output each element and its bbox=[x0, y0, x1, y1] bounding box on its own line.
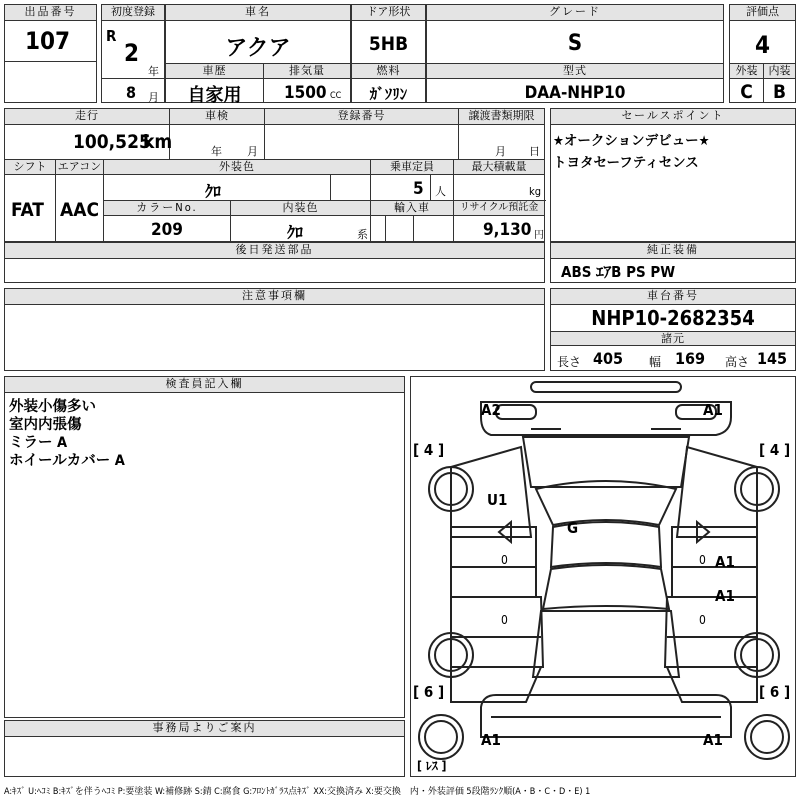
inspector-box bbox=[4, 376, 405, 718]
inspection-label: 車検 bbox=[170, 109, 264, 125]
mark-front-right: A1 bbox=[703, 401, 723, 419]
first-registration-box bbox=[101, 4, 165, 103]
mark-right-front-door: A1 bbox=[715, 553, 735, 571]
mark-door-right-1: 0 bbox=[699, 553, 706, 567]
interior-label: 内装 bbox=[764, 64, 795, 79]
mark-door-right-2: 0 bbox=[699, 613, 706, 627]
selling-point-1: ★オークションデビュー★ bbox=[553, 133, 710, 149]
length-label: 長さ bbox=[557, 355, 582, 369]
dimensions-label: 諸元 bbox=[551, 332, 795, 346]
interior-grade: B bbox=[772, 81, 787, 103]
model: DAA-NHP10 bbox=[524, 83, 626, 103]
legend: A:ｷｽﾞ U:ﾍｺﾐ B:ｷｽﾞを伴うﾍｺﾐ P:要塗装 W:補修跡 S:錆 C:腐食 G:ﾌﾛﾝﾄｶﾞﾗｽ点ｷｽﾞ XX:交換済み X:要交換 内・外装評価 5段階ﾗﾝｸ順(A・B・C・D・E) 1 bbox=[4, 787, 591, 797]
displacement-label: 排気量 bbox=[264, 64, 350, 79]
shift-label: シフト bbox=[5, 160, 55, 175]
car-name-box bbox=[165, 4, 351, 106]
selling-points-label: セールスポイント bbox=[551, 109, 795, 125]
height-label: 高さ bbox=[725, 355, 750, 369]
width: 169 bbox=[675, 349, 706, 368]
genuine-equipment-box bbox=[550, 242, 796, 283]
car-diagram-box bbox=[410, 376, 796, 777]
inspector-note-3: ミラー A bbox=[9, 435, 68, 451]
mark-roof: G bbox=[567, 519, 579, 537]
selling-points-box bbox=[550, 108, 796, 242]
color-number-label: カラーNo. bbox=[104, 201, 230, 216]
door-box bbox=[351, 4, 426, 103]
import-label: 輸入車 bbox=[371, 201, 453, 216]
office-box bbox=[4, 720, 405, 777]
fuel: ｶﾞｿﾘﾝ bbox=[369, 85, 408, 103]
lot-number-label: 出品番号 bbox=[5, 5, 96, 21]
inspector-note-1: 外装小傷多い bbox=[9, 399, 96, 415]
registration-year: 2 bbox=[124, 39, 140, 67]
car-name-label: 車名 bbox=[166, 5, 350, 21]
mileage-label: 走行 bbox=[5, 109, 169, 125]
length: 405 bbox=[593, 349, 624, 368]
tire-front-left: [ 4 ] bbox=[413, 441, 445, 459]
width-label: 幅 bbox=[649, 355, 662, 369]
tire-front-right: [ 4 ] bbox=[759, 441, 791, 459]
history-label: 車歴 bbox=[166, 64, 263, 79]
vehicle-detail-box bbox=[4, 108, 545, 242]
score-label: 評価点 bbox=[730, 5, 795, 21]
selling-point-2: トヨタセーフティセンス bbox=[553, 155, 699, 171]
notes-box bbox=[4, 288, 545, 371]
mark-rear-left: A1 bbox=[481, 731, 501, 749]
interior-color-label: 内装色 bbox=[231, 201, 370, 216]
spare-tire-mark: [ ﾚｽ ] bbox=[417, 759, 447, 773]
interior-color: ｸﾛ bbox=[287, 223, 304, 242]
chassis-number: NHP10-2682354 bbox=[591, 306, 755, 330]
chassis-label: 車台番号 bbox=[551, 289, 795, 305]
inspector-note-4: ホイールカバー A bbox=[9, 453, 125, 469]
grade-label: グレード bbox=[427, 5, 723, 21]
shift: FAT bbox=[11, 199, 44, 221]
color-number: 209 bbox=[151, 220, 183, 240]
tire-rear-left: [ 6 ] bbox=[413, 683, 445, 701]
inspector-label: 検査員記入欄 bbox=[5, 377, 404, 393]
first-registration-label: 初度登録 bbox=[102, 5, 164, 21]
office-label: 事務局よりご案内 bbox=[5, 721, 404, 737]
mark-door-left-1: 0 bbox=[501, 553, 508, 567]
notes-label: 注意事項欄 bbox=[5, 289, 544, 305]
max-load-label: 最大積載量 bbox=[454, 160, 544, 175]
score-box bbox=[729, 4, 796, 103]
aircon: AAC bbox=[60, 199, 100, 221]
era: R bbox=[106, 27, 117, 45]
car-diagram bbox=[411, 377, 797, 778]
recycle-deposit-label: リサイクル預託金 bbox=[454, 201, 544, 216]
lot-number: 107 bbox=[25, 27, 71, 55]
exterior-grade: C bbox=[740, 81, 753, 103]
mark-right-rear-door: A1 bbox=[715, 587, 735, 605]
recycle-deposit: 9,130 bbox=[483, 220, 532, 240]
mileage-unit: km bbox=[143, 131, 173, 153]
mark-door-left-2: 0 bbox=[501, 613, 508, 627]
max-load-unit: kg bbox=[529, 185, 542, 198]
transfer-day-unit: 日 bbox=[529, 145, 540, 158]
transfer-month-unit: 月 bbox=[495, 145, 506, 158]
displacement: 1500 bbox=[284, 83, 327, 103]
capacity: 5 bbox=[413, 179, 424, 199]
exterior-label: 外装 bbox=[730, 64, 763, 79]
inspection-month-unit: 月 bbox=[247, 145, 258, 158]
interior-color-unit: 系 bbox=[357, 228, 368, 241]
model-label: 型式 bbox=[427, 64, 723, 79]
displacement-unit: CC bbox=[330, 91, 342, 101]
capacity-label: 乗車定員 bbox=[371, 160, 453, 175]
transfer-deadline-label: 譲渡書類期限 bbox=[459, 109, 544, 125]
exterior-color-label: 外装色 bbox=[104, 160, 370, 175]
grade-box bbox=[426, 4, 724, 103]
tire-rear-right: [ 6 ] bbox=[759, 683, 791, 701]
genuine-equipment: ABS ｴｱB PS PW bbox=[561, 263, 676, 281]
score: 4 bbox=[754, 31, 771, 59]
inspector-note-2: 室内内張傷 bbox=[9, 417, 82, 433]
car-name: アクア bbox=[225, 36, 291, 61]
history: 自家用 bbox=[187, 85, 242, 106]
later-parts-label: 後日発送部品 bbox=[5, 243, 544, 259]
fuel-label: 燃料 bbox=[352, 64, 425, 79]
door-label: ドア形状 bbox=[352, 5, 425, 21]
registration-number-label: 登録番号 bbox=[265, 109, 458, 125]
grade: S bbox=[567, 31, 583, 56]
later-parts-box bbox=[4, 242, 545, 283]
chassis-box bbox=[550, 288, 796, 371]
mark-front-left: A2 bbox=[481, 401, 501, 419]
year-unit: 年 bbox=[148, 65, 159, 78]
inspection-year-unit: 年 bbox=[211, 145, 222, 158]
lot-number-box bbox=[4, 4, 97, 103]
recycle-deposit-unit: 円 bbox=[534, 230, 544, 241]
genuine-equipment-label: 純正装備 bbox=[551, 243, 795, 259]
mileage: 100,525 bbox=[73, 131, 151, 153]
mark-left-fender: U1 bbox=[487, 491, 508, 509]
registration-month: 8 bbox=[126, 83, 137, 102]
mark-rear-right: A1 bbox=[703, 731, 723, 749]
aircon-label: エアコン bbox=[57, 160, 102, 173]
height: 145 bbox=[757, 349, 788, 368]
exterior-color: ｸﾛ bbox=[205, 182, 222, 201]
month-unit: 月 bbox=[148, 91, 159, 104]
capacity-unit: 人 bbox=[435, 185, 446, 198]
door-type: 5HB bbox=[368, 33, 409, 55]
